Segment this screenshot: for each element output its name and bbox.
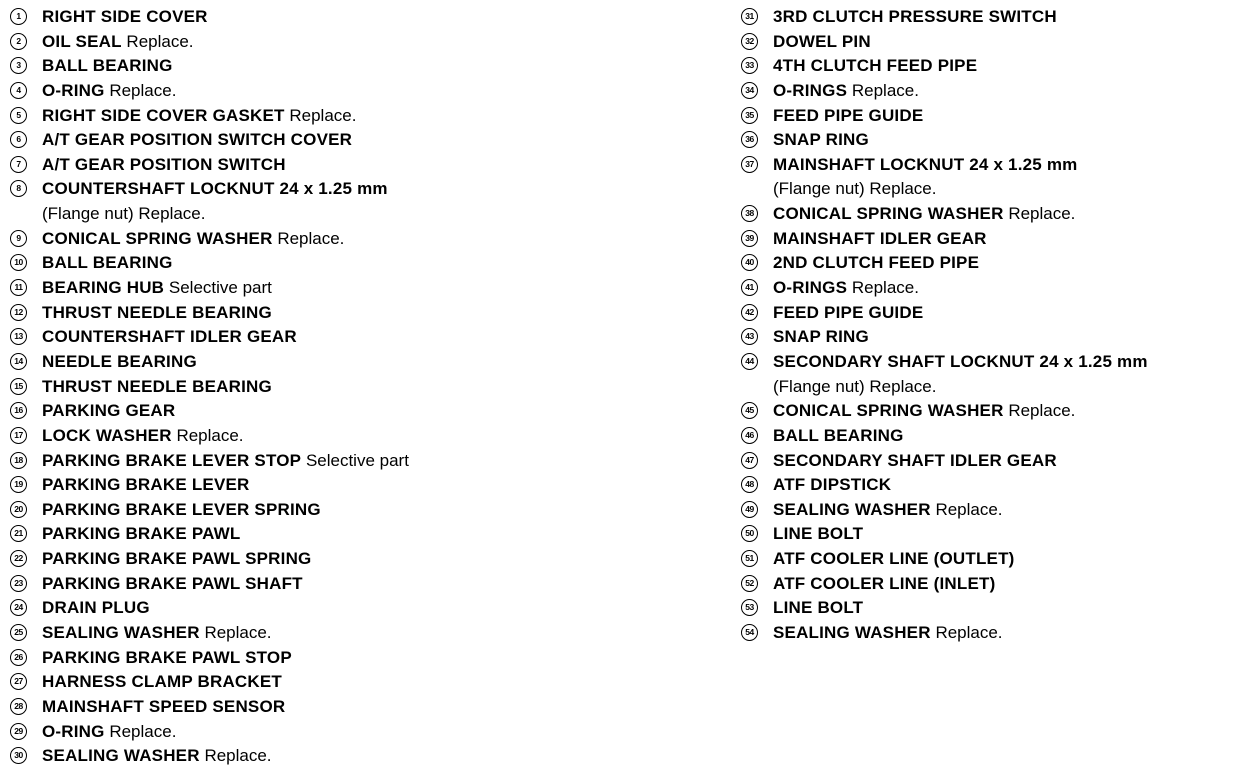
- part-number-badge: 28: [10, 698, 27, 715]
- part-note: Selective part: [168, 278, 272, 298]
- part-number-badge: 8: [10, 180, 27, 197]
- part-note: (Flange nut) Replace.: [42, 204, 206, 224]
- part-list-item: [741, 522, 1241, 547]
- part-name: PARKING BRAKE PAWL SPRING: [42, 549, 312, 569]
- part-name: MAINSHAFT IDLER GEAR: [773, 228, 987, 248]
- part-name: BALL BEARING: [773, 425, 904, 445]
- part-name: PARKING BRAKE PAWL SHAFT: [42, 573, 303, 593]
- part-name: MAINSHAFT SPEED SENSOR: [42, 696, 286, 716]
- part-text: [773, 153, 1078, 178]
- part-number-badge: 9: [10, 230, 27, 247]
- part-name: LOCK WASHER: [42, 425, 172, 445]
- part-name: FEED PIPE GUIDE: [773, 302, 924, 322]
- part-note: (Flange nut) Replace.: [773, 376, 937, 396]
- part-list-item: [741, 276, 1241, 301]
- part-number-badge: 42: [741, 304, 758, 321]
- part-text: [42, 79, 176, 104]
- part-name: THRUST NEEDLE BEARING: [42, 376, 272, 396]
- part-list-item: [10, 153, 710, 178]
- part-name: 4TH CLUTCH FEED PIPE: [773, 56, 978, 76]
- part-number-badge: 32: [741, 33, 758, 50]
- part-text: [42, 424, 244, 449]
- part-list-item: [10, 646, 710, 671]
- part-number-badge: 37: [741, 156, 758, 173]
- part-list-item: [741, 5, 1241, 30]
- part-number-badge: 11: [10, 279, 27, 296]
- part-number-badge: 50: [741, 525, 758, 542]
- part-text: [42, 498, 321, 523]
- part-list-item: [741, 424, 1241, 449]
- part-list-item: [10, 128, 710, 153]
- part-number-badge: 5: [10, 107, 27, 124]
- part-note: Replace.: [109, 721, 177, 741]
- part-name: ATF COOLER LINE (OUTLET): [773, 549, 1015, 569]
- part-list-item: [741, 325, 1241, 350]
- part-number-badge: 34: [741, 82, 758, 99]
- part-list-item: [741, 104, 1241, 129]
- part-list-item: [10, 596, 710, 621]
- part-name: LINE BOLT: [773, 524, 864, 544]
- part-note: Replace.: [204, 623, 272, 643]
- part-number-badge: 21: [10, 525, 27, 542]
- part-note: Replace.: [935, 499, 1003, 519]
- part-number-badge: 17: [10, 427, 27, 444]
- part-text: [773, 128, 869, 153]
- part-name: DOWEL PIN: [773, 31, 871, 51]
- part-text: [42, 621, 272, 646]
- part-number-badge: 13: [10, 328, 27, 345]
- part-name: BALL BEARING: [42, 56, 173, 76]
- part-list-item: [741, 596, 1241, 621]
- part-number-badge: 52: [741, 575, 758, 592]
- part-text: [42, 251, 173, 276]
- part-number-badge: 35: [741, 107, 758, 124]
- part-name: O-RING: [42, 80, 105, 100]
- part-number-badge: 25: [10, 624, 27, 641]
- part-number-badge: 15: [10, 378, 27, 395]
- part-number-badge: 33: [741, 57, 758, 74]
- part-number-badge: 14: [10, 353, 27, 370]
- part-list-item: [10, 424, 710, 449]
- part-text: [42, 646, 292, 671]
- part-list-item: [10, 54, 710, 79]
- part-list-item: [741, 449, 1241, 474]
- part-name: DRAIN PLUG: [42, 598, 150, 618]
- part-list-item: [741, 498, 1241, 523]
- part-text: [773, 498, 1003, 523]
- part-number-badge: 47: [741, 452, 758, 469]
- part-name: SNAP RING: [773, 327, 869, 347]
- part-name: RIGHT SIDE COVER GASKET: [42, 105, 285, 125]
- part-list-item: [10, 30, 710, 55]
- part-name: SECONDARY SHAFT IDLER GEAR: [773, 450, 1057, 470]
- part-note: Replace.: [1008, 401, 1076, 421]
- part-text: [42, 227, 344, 252]
- part-list-item: [741, 547, 1241, 572]
- part-text: [42, 572, 303, 597]
- part-name: PARKING BRAKE LEVER STOP: [42, 450, 302, 470]
- part-text: [773, 424, 904, 449]
- part-name: CONICAL SPRING WASHER: [42, 228, 273, 248]
- part-list-item: [741, 251, 1241, 276]
- part-number-badge: 18: [10, 452, 27, 469]
- parts-list-left-column: [10, 5, 710, 769]
- part-text: [773, 449, 1057, 474]
- part-name: ATF DIPSTICK: [773, 475, 892, 495]
- part-number-badge: 6: [10, 131, 27, 148]
- part-text: [42, 547, 311, 572]
- part-list-item: [10, 572, 710, 597]
- part-text: [773, 547, 1015, 572]
- part-name: HARNESS CLAMP BRACKET: [42, 672, 283, 692]
- part-number-badge: 29: [10, 723, 27, 740]
- part-list-item: [741, 202, 1241, 227]
- part-number-badge: 19: [10, 476, 27, 493]
- part-text: [42, 301, 272, 326]
- part-name: COUNTERSHAFT LOCKNUT 24 x 1.25 mm: [42, 179, 388, 199]
- part-list-item-continuation: [10, 202, 710, 227]
- part-text: [773, 227, 987, 252]
- part-text: [42, 153, 286, 178]
- part-number-badge: 10: [10, 254, 27, 271]
- part-list-item: [741, 621, 1241, 646]
- part-text: [773, 5, 1057, 30]
- part-number-badge: 26: [10, 649, 27, 666]
- part-name: SEALING WASHER: [42, 746, 200, 766]
- part-list-item: [10, 375, 710, 400]
- part-number-badge: 7: [10, 156, 27, 173]
- part-text: [773, 251, 979, 276]
- parts-list-right-column: [741, 5, 1241, 646]
- part-name: O-RING: [42, 721, 105, 741]
- part-text: [42, 177, 388, 202]
- part-number-badge: 45: [741, 402, 758, 419]
- part-name: ATF COOLER LINE (INLET): [773, 573, 996, 593]
- part-number-badge: 30: [10, 747, 27, 764]
- part-name: O-RINGS: [773, 80, 848, 100]
- part-name: PARKING BRAKE LEVER SPRING: [42, 499, 321, 519]
- part-list-item: [10, 498, 710, 523]
- part-list-item: [741, 153, 1241, 178]
- part-text: [42, 375, 272, 400]
- part-number-badge: 39: [741, 230, 758, 247]
- part-list-item: [10, 720, 710, 745]
- part-list-item: [741, 399, 1241, 424]
- part-name: PARKING GEAR: [42, 401, 176, 421]
- part-text: [42, 720, 176, 745]
- part-name: PARKING BRAKE LEVER: [42, 475, 250, 495]
- part-number-badge: 43: [741, 328, 758, 345]
- part-text: [42, 325, 297, 350]
- part-number-badge: 54: [741, 624, 758, 641]
- part-text: [773, 350, 1148, 375]
- part-number-badge: 48: [741, 476, 758, 493]
- part-text: [773, 522, 863, 547]
- part-note: Replace.: [277, 228, 345, 248]
- part-name: THRUST NEEDLE BEARING: [42, 302, 272, 322]
- part-text: [42, 30, 194, 55]
- part-list-item: [10, 5, 710, 30]
- part-list-item-continuation: [741, 177, 1241, 202]
- part-note: Replace.: [935, 623, 1003, 643]
- part-list-item: [741, 128, 1241, 153]
- part-text: [773, 276, 919, 301]
- part-note: Replace.: [204, 746, 272, 766]
- part-name: CONICAL SPRING WASHER: [773, 401, 1004, 421]
- part-name: BALL BEARING: [42, 253, 173, 273]
- part-name: SEALING WASHER: [773, 499, 931, 519]
- part-list-item: [741, 79, 1241, 104]
- part-number-badge: 51: [741, 550, 758, 567]
- part-name: OIL SEAL: [42, 31, 122, 51]
- part-list-item: [10, 251, 710, 276]
- part-name: A/T GEAR POSITION SWITCH COVER: [42, 130, 353, 150]
- part-text: [42, 276, 272, 301]
- part-list-item: [10, 473, 710, 498]
- part-text: [42, 744, 272, 769]
- part-list-item: [741, 473, 1241, 498]
- part-text: [773, 572, 995, 597]
- part-number-badge: 27: [10, 673, 27, 690]
- part-list-item: [10, 670, 710, 695]
- part-list-item: [741, 301, 1241, 326]
- part-list-item: [10, 744, 710, 769]
- part-name: O-RINGS: [773, 278, 848, 298]
- part-name: MAINSHAFT LOCKNUT 24 x 1.25 mm: [773, 154, 1078, 174]
- part-number-badge: 20: [10, 501, 27, 518]
- part-list-item: [10, 301, 710, 326]
- part-number-badge: 16: [10, 402, 27, 419]
- part-number-badge: 12: [10, 304, 27, 321]
- part-number-badge: 53: [741, 599, 758, 616]
- part-number-badge: 24: [10, 599, 27, 616]
- part-list-item: [10, 399, 710, 424]
- part-text: [773, 473, 891, 498]
- part-name: BEARING HUB: [42, 278, 165, 298]
- part-name: A/T GEAR POSITION SWITCH: [42, 154, 286, 174]
- part-note: Replace.: [851, 278, 919, 298]
- part-note: Replace.: [109, 80, 177, 100]
- part-name: SEALING WASHER: [773, 623, 931, 643]
- part-list-item: [741, 572, 1241, 597]
- part-list-item: [741, 54, 1241, 79]
- part-name: 3RD CLUTCH PRESSURE SWITCH: [773, 7, 1057, 26]
- part-text: [773, 202, 1075, 227]
- part-list-item-continuation: [741, 375, 1241, 400]
- part-text: [42, 596, 150, 621]
- part-number-badge: 41: [741, 279, 758, 296]
- part-list-item: [741, 350, 1241, 375]
- part-text: [773, 30, 871, 55]
- part-text: [773, 301, 923, 326]
- part-name: 2ND CLUTCH FEED PIPE: [773, 253, 980, 273]
- part-note: Replace.: [289, 105, 357, 125]
- part-name: SNAP RING: [773, 130, 869, 150]
- part-name: NEEDLE BEARING: [42, 351, 197, 371]
- part-name: PARKING BRAKE PAWL STOP: [42, 647, 292, 667]
- part-list-item: [741, 227, 1241, 252]
- part-text: [42, 522, 240, 547]
- part-number-badge: 40: [741, 254, 758, 271]
- part-list-item: [10, 276, 710, 301]
- part-note: Replace.: [1008, 204, 1076, 224]
- part-number-badge: 4: [10, 82, 27, 99]
- part-list-item: [10, 695, 710, 720]
- part-number-badge: 36: [741, 131, 758, 148]
- part-text: [42, 695, 285, 720]
- part-name: SECONDARY SHAFT LOCKNUT 24 x 1.25 mm: [773, 351, 1148, 371]
- part-note: Replace.: [176, 425, 244, 445]
- part-list-item: [10, 350, 710, 375]
- part-text: [42, 350, 197, 375]
- part-name: RIGHT SIDE COVER: [42, 7, 208, 26]
- part-text: [42, 128, 352, 153]
- part-list-item: [10, 177, 710, 202]
- part-note: Replace.: [851, 80, 919, 100]
- part-number-badge: 49: [741, 501, 758, 518]
- part-text: [42, 670, 282, 695]
- part-text: [773, 621, 1003, 646]
- part-list-item: [10, 325, 710, 350]
- part-text: [773, 399, 1075, 424]
- part-text: [773, 79, 919, 104]
- part-number-badge: 44: [741, 353, 758, 370]
- part-name: SEALING WASHER: [42, 623, 200, 643]
- part-list-item: [10, 522, 710, 547]
- part-text: [773, 104, 923, 129]
- part-text: [42, 5, 208, 30]
- part-list-item: [741, 30, 1241, 55]
- part-number-badge: 1: [10, 8, 27, 25]
- part-list-item: [10, 547, 710, 572]
- part-list-item: [10, 104, 710, 129]
- part-list-item: [10, 227, 710, 252]
- part-text: [773, 325, 869, 350]
- part-text: [773, 596, 863, 621]
- part-list-item: [10, 79, 710, 104]
- part-note: (Flange nut) Replace.: [773, 179, 937, 199]
- part-number-badge: 22: [10, 550, 27, 567]
- part-number-badge: 3: [10, 57, 27, 74]
- part-text: [42, 449, 409, 474]
- part-number-badge: 38: [741, 205, 758, 222]
- part-note: Replace.: [126, 31, 194, 51]
- part-number-badge: 2: [10, 33, 27, 50]
- part-list-item: [10, 621, 710, 646]
- part-text: [42, 473, 250, 498]
- part-number-badge: 46: [741, 427, 758, 444]
- part-text: [42, 104, 356, 129]
- part-name: CONICAL SPRING WASHER: [773, 204, 1004, 224]
- part-name: FEED PIPE GUIDE: [773, 105, 924, 125]
- part-note: Selective part: [305, 450, 409, 470]
- part-text: [773, 54, 977, 79]
- part-list-item: [10, 449, 710, 474]
- part-name: COUNTERSHAFT IDLER GEAR: [42, 327, 297, 347]
- part-text: [42, 54, 173, 79]
- part-name: PARKING BRAKE PAWL: [42, 524, 241, 544]
- part-text: [42, 399, 175, 424]
- part-number-badge: 23: [10, 575, 27, 592]
- part-number-badge: 31: [741, 8, 758, 25]
- part-name: LINE BOLT: [773, 598, 864, 618]
